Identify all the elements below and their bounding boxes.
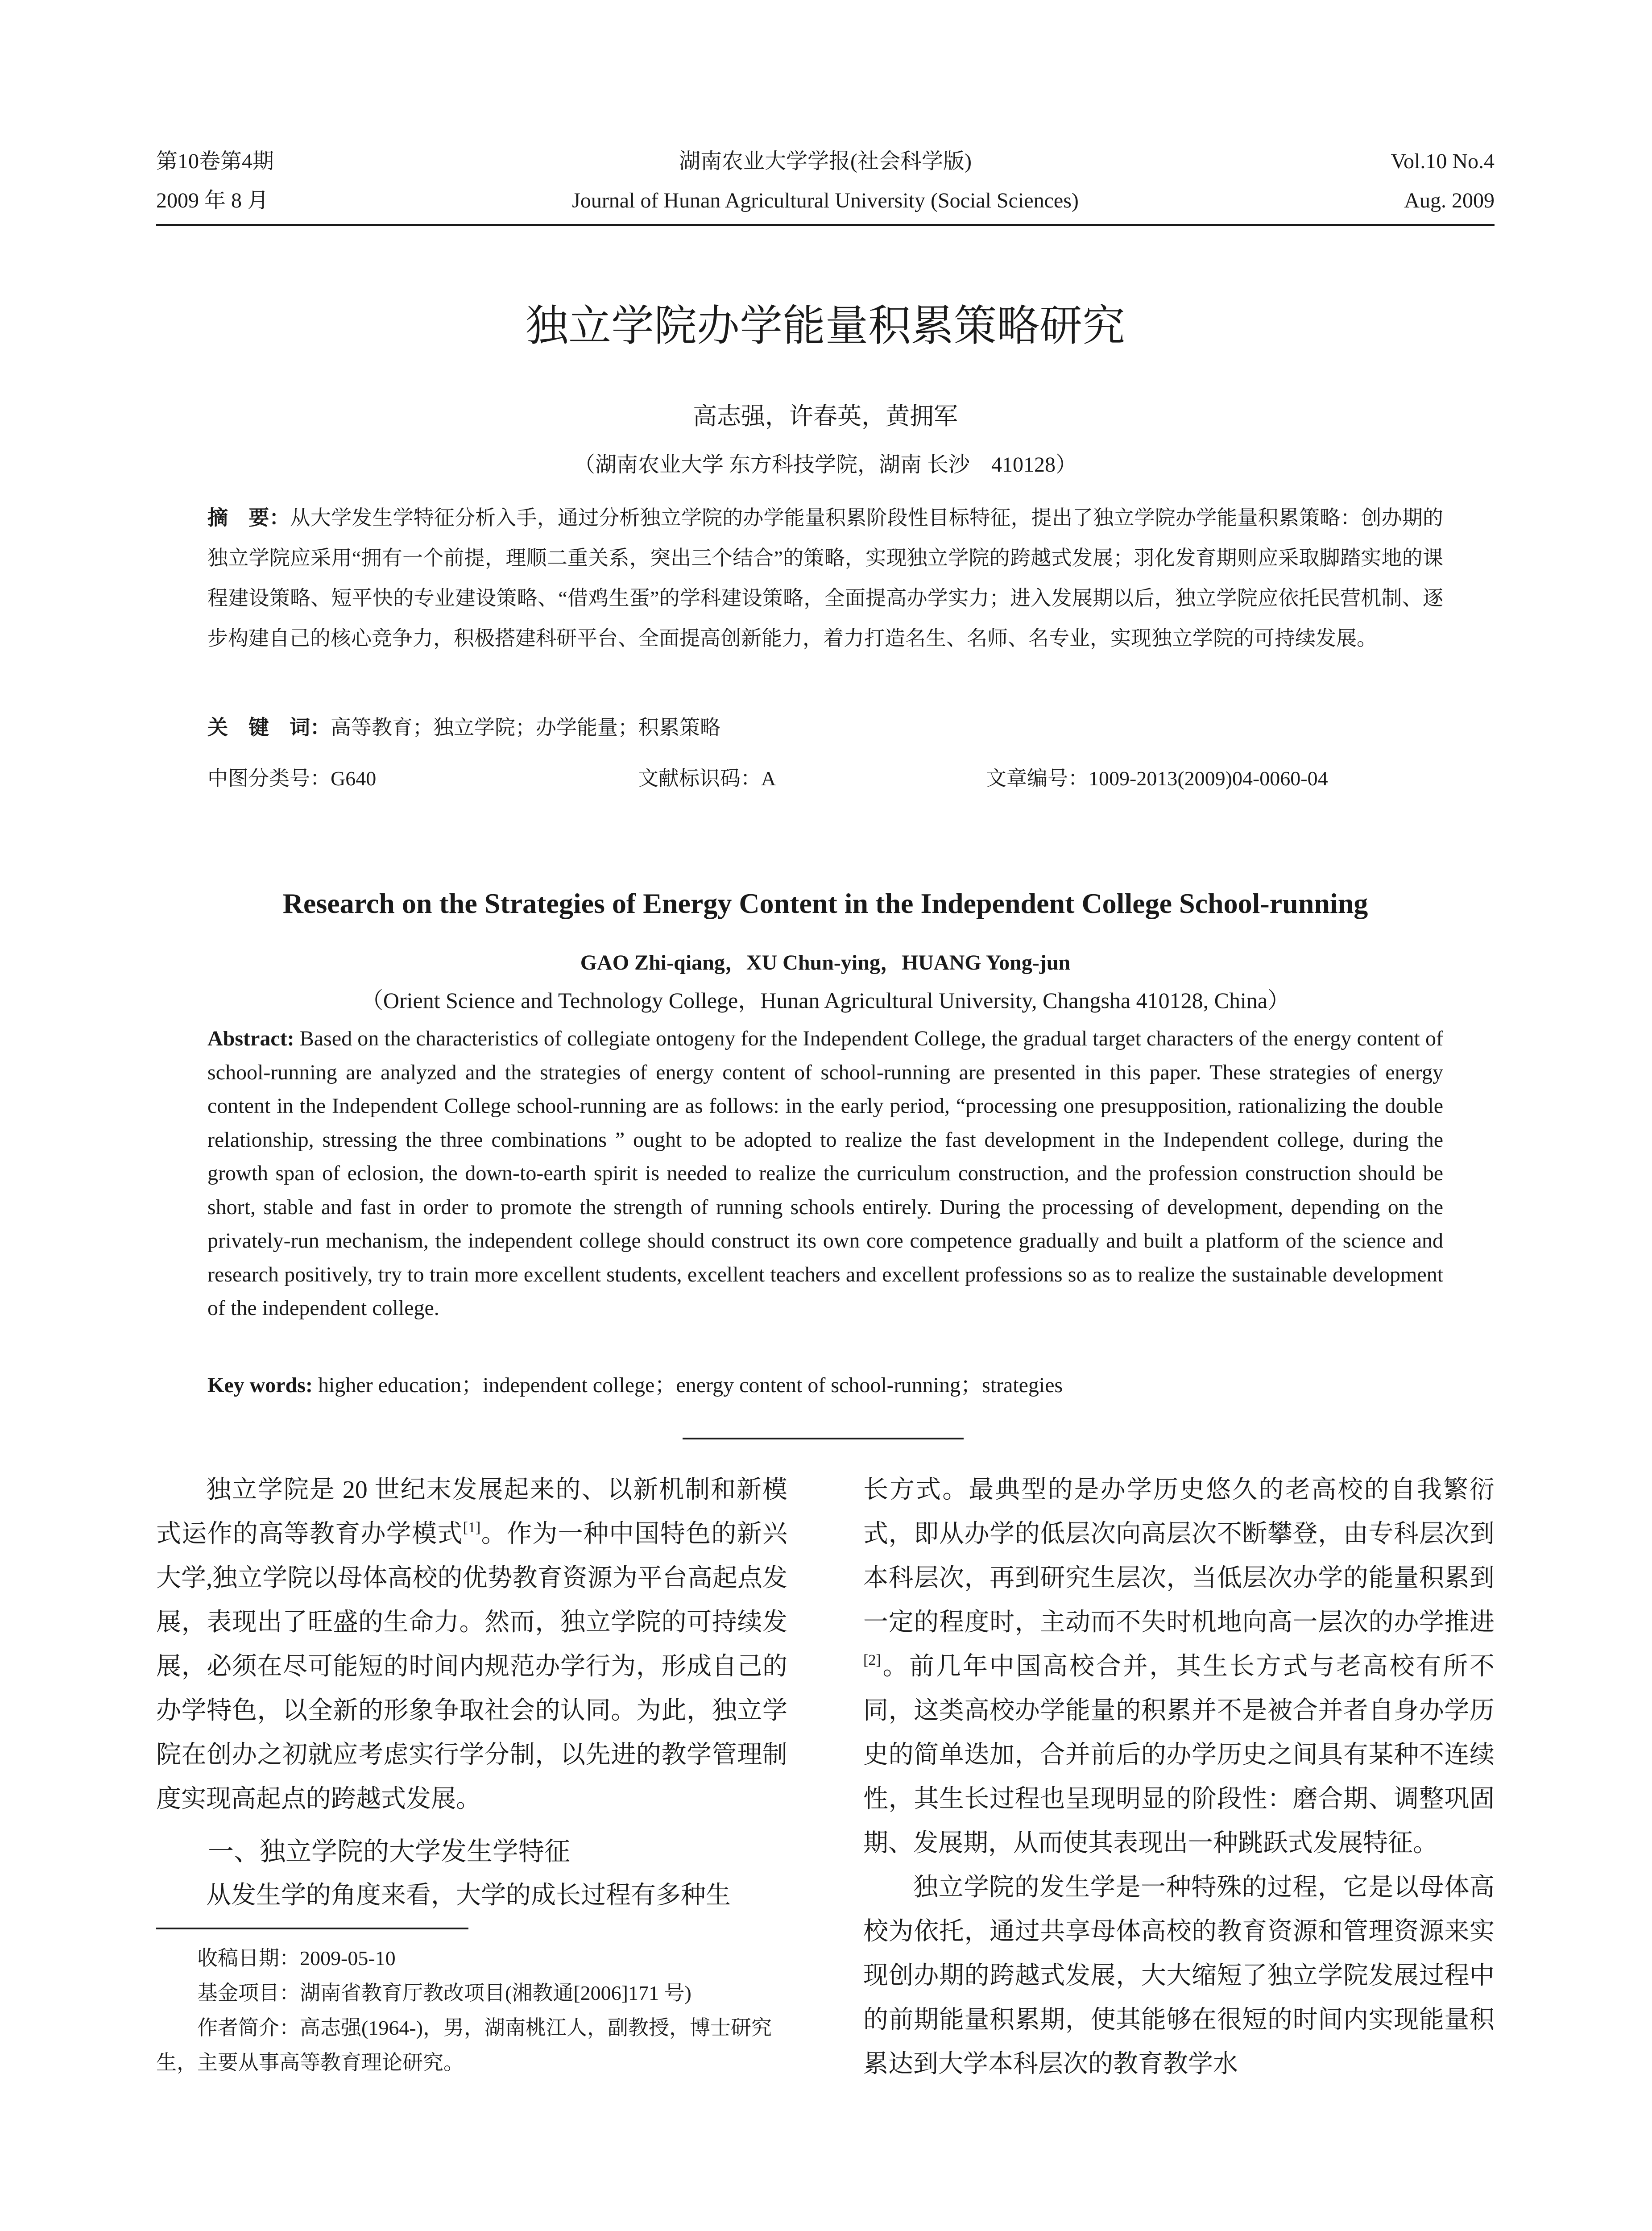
abstract-en-text: Based on the characteristics of collegiate ontogeny for the Independent College, the gradual target characters of the energy content of school-running are analyzed and the strategies of energy content of school-running are presented in this paper. These strategies of energy content in the Independent College school-running are as follows: in the early period, “processing one presupposition, rationalizing the double relationship, stressing the three combinations ” ought to be adopted to realize the fast development in the Independent college, during the growth span of eclosion, the down-to-earth spirit is needed to realize the curriculum construction, and the profession construction should be short, stable and fast in order to promote the strength of running schools entirely. During the processing of development, depending on the privately-run mechanism, the independent college should construct its own core competence gradually and built a platform of the science and research positively, try to train more excellent students, excellent teachers and excellent professions so as to realize the sustainable development of the independent college. [207, 1027, 1443, 1320]
document-code: 文献标识码：A [638, 767, 776, 790]
citation-ref: [1] [463, 1519, 481, 1536]
keywords-cn-text: 高等教育；独立学院；办学能量；积累策略 [331, 716, 720, 739]
keywords-cn-label: 关 键 词： [207, 715, 331, 739]
footnote-fund: 基金项目：湖南省教育厅教改项目(湘教通[2006]171 号) [197, 1982, 691, 2004]
date-en: Aug. 2009 [1404, 189, 1495, 212]
section-separator [683, 1438, 964, 1439]
paper-title-en: Research on the Strategies of Energy Content in the Independent College School-running [282, 887, 1368, 919]
affiliation-en: （Orient Science and Technology College，Hunan Agricultural University, Changsha 410128, China） [360, 988, 1290, 1013]
footnotes [156, 1941, 805, 2080]
body-paragraph: 独立学院是 20 世纪末发展起来的、以新机制和新模式运作的高等教育办学模式[1]。作为一种中国特色的新兴大学,独立学院以母体高校的优势教育资源为平台高起点发展，表现出了旺盛的生命力。然而，独立学院的可持续发展，必须在尽可能短的时间内规范办学行为，形成自己的办学特色，以全新的形象争取社会的认同。为此，独立学院在创办之初就应考虑实行学分制，以先进的教学管理制度实现高起点的跨越式发展。 [156, 1476, 788, 1813]
keywords-en-text: higher education；independent college；energy content of school-running；strategies [312, 1373, 1063, 1397]
article-number: 文章编号：1009-2013(2009)04-0060-04 [986, 767, 1328, 790]
abstract-cn-label: 摘 要： [207, 506, 290, 530]
footnote-author: 作者简介：高志强(1964-)，男，湖南桃江人，副教授，博士研究生，主要从事高等教育理论研究。 [156, 2016, 772, 2074]
paper-title-cn: 独立学院办学能量积累策略研究 [526, 301, 1125, 351]
authors-en: GAO Zhi-qiang，XU Chun-ying，HUANG Yong-jun [580, 951, 1071, 975]
keywords-en-label: Key words: [207, 1373, 313, 1397]
clc-number: 中图分类号：G640 [207, 767, 377, 790]
date-cn: 2009 年 8 月 [156, 189, 269, 212]
volume-en: Vol.10 No.4 [1391, 149, 1495, 173]
body-paragraph: 独立学院的发生学是一种特殊的过程，它是以母体高校为依托，通过共享母体高校的教育资源和管理资源来实现创办期的跨越式发展，大大缩短了独立学院发展过程中的前期能量积累期，使其能够在很短的时间内实现能量积累达到大学本科层次的教育教学水 [863, 1874, 1495, 2078]
authors-cn: 高志强，许春英，黄拥军 [693, 402, 958, 430]
journal-name-en: Journal of Hunan Agricultural University (Social Sciences) [572, 189, 1079, 212]
section-heading: 一、独立学院的大学发生学特征 [208, 1836, 571, 1866]
body-column-right [863, 1468, 1495, 2086]
keywords-cn [207, 707, 1443, 748]
citation-ref: [2] [863, 1652, 881, 1668]
body-column-left [156, 1468, 787, 1918]
affiliation-cn: （湖南农业大学 东方科技学院，湖南 长沙 410128） [573, 453, 1077, 477]
abstract-en [207, 1022, 1443, 1325]
volume-cn: 第10卷第4期 [156, 149, 274, 173]
footnote-received: 收稿日期：2009-05-10 [197, 1947, 396, 1970]
abstract-cn [207, 498, 1443, 659]
keywords-en [207, 1370, 1443, 1401]
abstract-cn-text: 从大学发生学特征分析入手，通过分析独立学院的办学能量积累阶段性目标特征，提出了独立学院办学能量积累策略：创办期的独立学院应采用“拥有一个前提，理顺二重关系，突出三个结合”的策略，实现独立学院的跨越式发展；羽化发育期则应采取脚踏实地的课程建设策略、短平快的专业建设策略、“借鸡生蛋”的学科建设策略，全面提高办学实力；进入发展期以后，独立学院应依托民营机制、逐步构建自己的核心竞争力，积极搭建科研平台、全面提高创新能力，着力打造名生、名师、名专业，实现独立学院的可持续发展。 [207, 506, 1444, 650]
journal-name-cn: 湖南农业大学学报(社会科学版) [679, 149, 972, 173]
body-paragraph: 长方式。最典型的是办学历史悠久的老高校的自我繁衍式，即从办学的低层次向高层次不断攀登，由专科层次到本科层次，再到研究生层次，当低层次办学的能量积累到一定的程度时，主动而不失时机地向高一层次的办学推进[2]。前几年中国高校合并，其生长方式与老高校有所不同，这类高校办学能量的积累并不是被合并者自身办学历史的简单迭加，合并前后的办学历史之间具有某种不连续性，其生长过程也呈现明显的阶段性：磨合期、调整巩固期、发展期，从而使其表现出一种跳跃式发展特征。 [863, 1476, 1495, 1857]
body-paragraph: 从发生学的角度来看，大学的成长过程有多种生 [206, 1882, 731, 1909]
footnote-rule [156, 1928, 468, 1929]
abstract-en-label: Abstract: [207, 1027, 294, 1050]
header-rule [156, 224, 1495, 226]
